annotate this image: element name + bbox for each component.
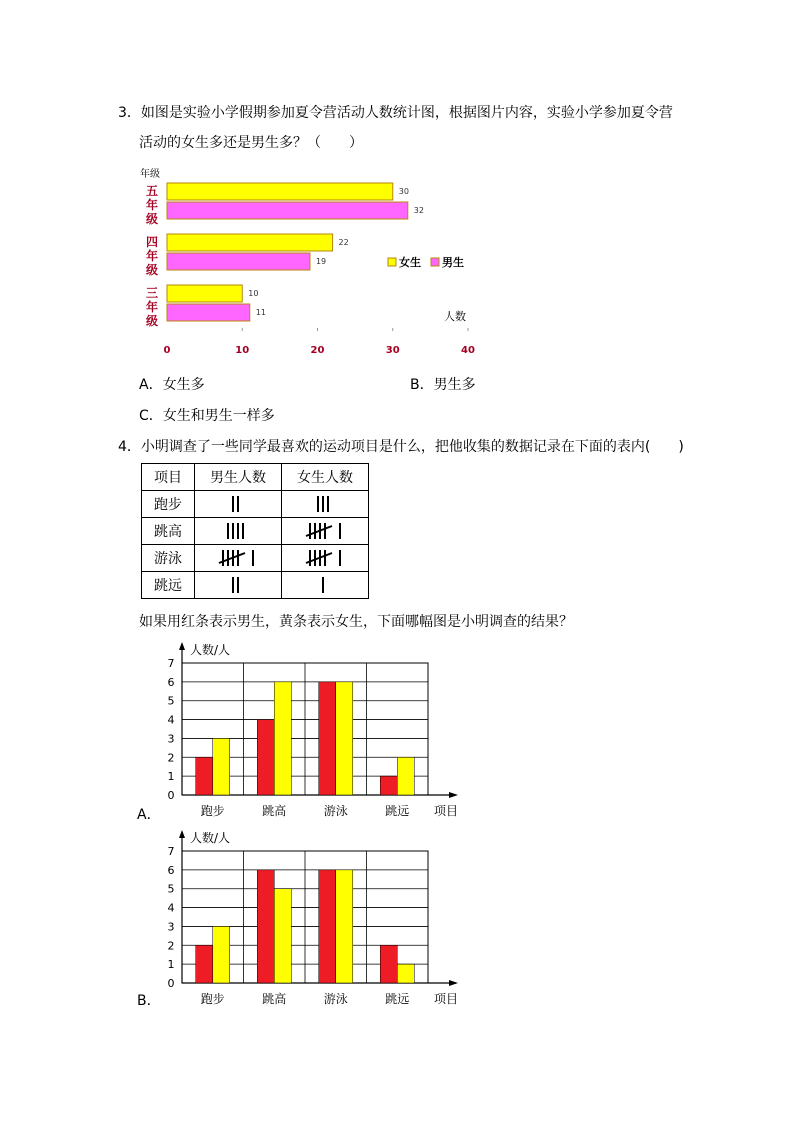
y-axis-label: 人数/人 xyxy=(190,643,231,657)
grade-bar-chart xyxy=(130,160,490,365)
x-axis-arrow xyxy=(449,980,458,986)
chart-option-b xyxy=(140,826,480,1011)
row-name: 跳远 xyxy=(142,572,195,599)
header-boys: 男生人数 xyxy=(195,464,282,491)
data-label: 22 xyxy=(338,238,349,247)
bar xyxy=(274,889,291,983)
tally-strokes xyxy=(231,493,245,515)
q3-text-line2: 活动的女生多还是男生多？（ ） xyxy=(139,135,363,151)
q3-option-a[interactable]: A．女生多 xyxy=(139,377,205,393)
category-label: 跳远 xyxy=(385,804,410,818)
bar xyxy=(167,253,310,270)
tick-label: 0 xyxy=(167,977,175,990)
legend-label: 男生 xyxy=(442,256,464,269)
x-axis-label: 项目 xyxy=(434,992,459,1006)
bar xyxy=(397,964,414,983)
tally-mark xyxy=(195,545,282,572)
tick-label: 3 xyxy=(167,920,175,934)
tick-label: 2 xyxy=(167,751,175,765)
table-row xyxy=(142,518,369,545)
bar xyxy=(213,926,230,983)
table-row xyxy=(142,545,369,572)
tick-label: 0 xyxy=(167,789,175,802)
bar xyxy=(167,285,242,302)
tick-label: 6 xyxy=(167,863,175,877)
y-axis-label: 人数/人 xyxy=(190,831,231,845)
bar xyxy=(213,738,230,795)
tally-mark xyxy=(195,491,282,518)
header-item: 项目 xyxy=(142,464,195,491)
bar xyxy=(167,183,393,200)
header-girls: 女生人数 xyxy=(282,464,369,491)
data-label: 32 xyxy=(413,206,424,215)
table-header-row xyxy=(142,464,369,491)
data-label: 11 xyxy=(255,308,266,317)
bar xyxy=(196,757,213,795)
legend-swatch xyxy=(388,258,396,266)
q4-option-a-label[interactable]: A． xyxy=(137,807,161,823)
tally-strokes xyxy=(217,547,260,569)
tick-label: 7 xyxy=(167,657,175,670)
q3-option-b[interactable]: B．男生多 xyxy=(410,377,476,393)
bar xyxy=(167,202,408,219)
tally-strokes xyxy=(321,574,330,596)
row-name: 游泳 xyxy=(142,545,195,572)
tick-label: 4 xyxy=(167,713,175,727)
chart-option-a xyxy=(140,638,480,823)
q3-text-line1 xyxy=(118,103,673,123)
category-label: 四 xyxy=(145,235,159,249)
table-row xyxy=(142,572,369,599)
tick-label: 40 xyxy=(461,345,475,356)
category-label: 五 xyxy=(145,184,159,198)
tick-label: 4 xyxy=(167,901,175,915)
data-label: 19 xyxy=(315,257,327,266)
category-label: 三 xyxy=(145,286,159,300)
bar xyxy=(196,945,213,983)
category-label: 跳高 xyxy=(262,992,287,1006)
tally-table xyxy=(141,463,369,599)
tally-mark xyxy=(282,545,369,572)
category-label: 级 xyxy=(145,212,159,226)
bar xyxy=(274,682,291,795)
bar xyxy=(319,870,336,983)
category-label: 跑步 xyxy=(200,804,225,818)
category-label: 游泳 xyxy=(323,804,348,818)
bar xyxy=(257,720,274,795)
category-label: 跳远 xyxy=(385,992,410,1006)
row-name: 跳高 xyxy=(142,518,195,545)
category-label: 跳高 xyxy=(262,804,287,818)
tick-label: 6 xyxy=(167,675,175,689)
tick-label: 7 xyxy=(167,845,175,858)
tick-label: 5 xyxy=(167,882,175,896)
legend-label: 女生 xyxy=(399,256,421,269)
tally-strokes xyxy=(304,520,347,542)
bar xyxy=(257,870,274,983)
bar xyxy=(380,945,397,983)
q4-prompt: 如果用红条表示男生，黄条表示女生，下面哪幅图是小明调查的结果？ xyxy=(139,614,573,630)
tally-strokes xyxy=(316,493,335,515)
y-axis-label: 年级 xyxy=(140,169,160,180)
bar xyxy=(336,870,353,983)
category-label: 年 xyxy=(145,198,159,212)
tally-mark xyxy=(282,572,369,599)
bar xyxy=(397,757,414,795)
q3-line1: 如图是实验小学假期参加夏令营活动人数统计图，根据图片内容，实验小学参加夏令营 xyxy=(140,105,673,121)
tally-mark xyxy=(282,491,369,518)
tick-label: 5 xyxy=(167,694,175,708)
x-axis-label: 人数 xyxy=(444,310,466,323)
category-label: 级 xyxy=(145,314,159,328)
y-axis-arrow xyxy=(179,830,185,838)
tally-mark xyxy=(195,518,282,545)
category-label: 跑步 xyxy=(200,992,225,1006)
tick-label: 30 xyxy=(385,345,400,356)
tally-mark xyxy=(195,572,282,599)
tick-label: 10 xyxy=(235,345,250,356)
tick-label: 20 xyxy=(310,345,325,356)
table-row xyxy=(142,491,369,518)
category-label: 级 xyxy=(145,263,159,277)
bar xyxy=(167,234,333,251)
data-label: 30 xyxy=(398,187,409,196)
tick-label: 1 xyxy=(167,958,175,972)
row-name: 跑步 xyxy=(142,491,195,518)
category-label: 年 xyxy=(145,300,159,314)
tick-label: 2 xyxy=(167,939,175,953)
y-axis-arrow xyxy=(179,642,185,650)
tick-label: 1 xyxy=(167,770,175,784)
bar xyxy=(319,682,336,795)
tally-strokes xyxy=(304,547,347,569)
tick-label: 3 xyxy=(167,732,175,746)
category-label: 年 xyxy=(145,249,159,263)
x-axis-arrow xyxy=(449,792,458,798)
bar xyxy=(336,682,353,795)
bar xyxy=(167,304,250,321)
q4-option-b-label[interactable]: B． xyxy=(137,993,161,1009)
category-label: 游泳 xyxy=(323,992,348,1006)
x-axis-label: 项目 xyxy=(434,804,459,818)
tick-label: 0 xyxy=(163,345,171,356)
q3-number: 3． xyxy=(118,105,141,121)
tally-strokes xyxy=(231,574,245,596)
data-label: 10 xyxy=(248,289,259,298)
legend-swatch xyxy=(431,258,439,266)
bar xyxy=(380,776,397,795)
q4-text-line1: 4．小明调查了一些同学最喜欢的运动项目是什么，把他收集的数据记录在下面的表内( ) xyxy=(118,439,684,455)
tally-mark xyxy=(282,518,369,545)
tally-strokes xyxy=(226,520,250,542)
q3-option-c[interactable]: C．女生和男生一样多 xyxy=(139,408,275,424)
